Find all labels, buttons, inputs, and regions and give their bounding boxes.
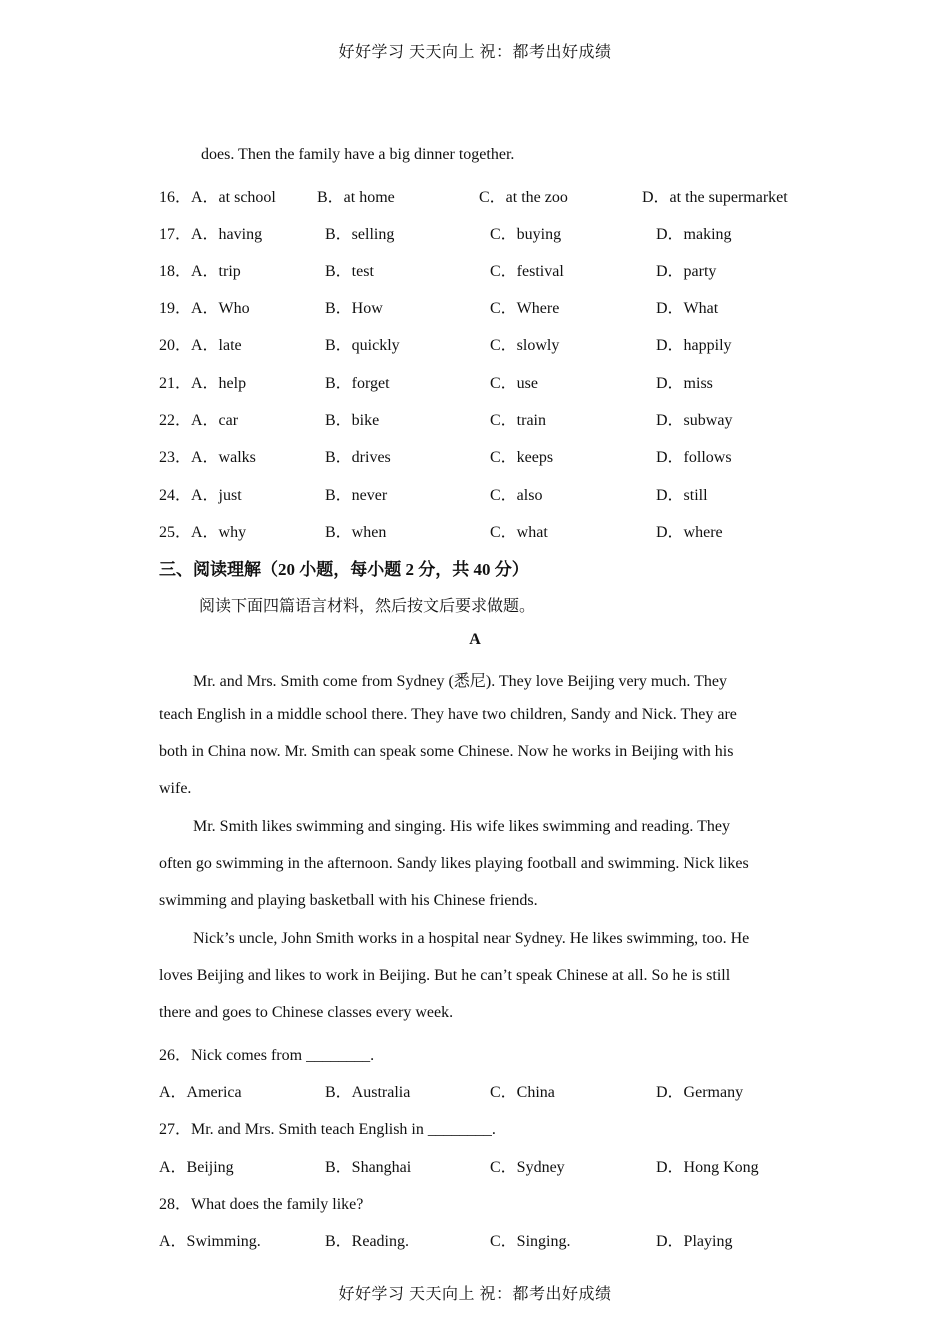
option-d: D．What bbox=[656, 300, 719, 317]
option-c: C．China bbox=[490, 1084, 555, 1101]
passage-line: wife. bbox=[159, 780, 192, 797]
question-options-26 bbox=[159, 1079, 819, 1101]
option-c: C．also bbox=[490, 487, 543, 504]
passage-continuation: does. Then the family have a big dinner together. bbox=[201, 146, 515, 163]
option-c: C．Singing. bbox=[490, 1233, 571, 1250]
passage-line: Mr. and Mrs. Smith come from Sydney (悉尼). They love Beijing very much. They bbox=[193, 673, 728, 690]
cloze-row-22 bbox=[159, 407, 819, 429]
cloze-row-20 bbox=[159, 332, 819, 354]
question-stem-27: 27．Mr. and Mrs. Smith teach English in ________. bbox=[159, 1121, 496, 1138]
passage-line: often go swimming in the afternoon. Sandy likes playing football and swimming. Nick likes bbox=[159, 855, 749, 872]
option-c: C．what bbox=[490, 524, 548, 541]
option-a: A．America bbox=[159, 1084, 242, 1101]
option-d: D．Hong Kong bbox=[656, 1159, 759, 1176]
cloze-row-19 bbox=[159, 295, 819, 317]
passage-line: teach English in a middle school there. They have two children, Sandy and Nick. They are bbox=[159, 706, 737, 723]
option-b: B．when bbox=[325, 524, 387, 541]
option-a: 16．A．at school bbox=[159, 189, 276, 206]
passage-line: swimming and playing basketball with his Chinese friends. bbox=[159, 892, 538, 909]
cloze-row-24 bbox=[159, 482, 819, 504]
option-d: D．Germany bbox=[656, 1084, 744, 1101]
option-d: D．where bbox=[656, 524, 723, 541]
option-c: C．at the zoo bbox=[479, 189, 568, 206]
option-d: D．Playing bbox=[656, 1233, 733, 1250]
option-d: D．party bbox=[656, 263, 717, 280]
option-b: B．How bbox=[325, 300, 383, 317]
option-b: B．bike bbox=[325, 412, 380, 429]
option-d: D．miss bbox=[656, 375, 713, 392]
option-a: 17．A．having bbox=[159, 226, 263, 243]
option-c: C．keeps bbox=[490, 449, 554, 466]
option-b: B．never bbox=[325, 487, 388, 504]
option-d: D．happily bbox=[656, 337, 732, 354]
section-instruction: 阅读下面四篇语言材料，然后按文后要求做题。 bbox=[199, 598, 536, 615]
option-d: D．still bbox=[656, 487, 708, 504]
option-b: B．selling bbox=[325, 226, 395, 243]
option-c: C．train bbox=[490, 412, 546, 429]
passage-line: Nick’s uncle, John Smith works in a hospital near Sydney. He likes swimming, too. He bbox=[193, 930, 750, 947]
option-c: C．Sydney bbox=[490, 1159, 565, 1176]
page-footer: 好好学习 天天向上 祝：都考出好成绩 bbox=[338, 1286, 612, 1303]
option-d: D．at the supermarket bbox=[642, 189, 788, 206]
option-c: C．festival bbox=[490, 263, 564, 280]
passage-line: there and goes to Chinese classes every week. bbox=[159, 1004, 454, 1021]
page-header: 好好学习 天天向上 祝：都考出好成绩 bbox=[338, 44, 612, 61]
option-a: 22．A．car bbox=[159, 412, 239, 429]
cloze-row-21 bbox=[159, 370, 819, 392]
passage-label: A bbox=[469, 631, 481, 648]
option-a: 20．A．late bbox=[159, 337, 242, 354]
option-b: B．quickly bbox=[325, 337, 400, 354]
option-c: C．slowly bbox=[490, 337, 560, 354]
cloze-row-23 bbox=[159, 444, 819, 466]
section-title: 三、阅读理解（20 小题，每小题 2 分，共 40 分） bbox=[159, 560, 529, 579]
cloze-row-16 bbox=[159, 184, 819, 206]
option-b: B．at home bbox=[317, 189, 395, 206]
option-a: A．Swimming. bbox=[159, 1233, 261, 1250]
option-a: 21．A．help bbox=[159, 375, 247, 392]
option-a: 25．A．why bbox=[159, 524, 247, 541]
option-b: B．Shanghai bbox=[325, 1159, 412, 1176]
option-a: 19．A．Who bbox=[159, 300, 250, 317]
question-options-28 bbox=[159, 1228, 819, 1250]
option-c: C．Where bbox=[490, 300, 560, 317]
option-b: B．drives bbox=[325, 449, 391, 466]
option-d: D．follows bbox=[656, 449, 732, 466]
option-a: 18．A．trip bbox=[159, 263, 241, 280]
passage-line: loves Beijing and likes to work in Beijing. But he can’t speak Chinese at all. So he is still bbox=[159, 967, 731, 984]
question-stem-26: 26．Nick comes from ________. bbox=[159, 1047, 375, 1064]
option-b: B．Reading. bbox=[325, 1233, 409, 1250]
cloze-row-18 bbox=[159, 258, 819, 280]
option-b: B．forget bbox=[325, 375, 390, 392]
option-d: D．making bbox=[656, 226, 732, 243]
option-b: B．Australia bbox=[325, 1084, 411, 1101]
option-a: A．Beijing bbox=[159, 1159, 234, 1176]
cloze-row-17 bbox=[159, 221, 819, 243]
question-options-27 bbox=[159, 1154, 819, 1176]
option-b: B．test bbox=[325, 263, 374, 280]
option-c: C．buying bbox=[490, 226, 562, 243]
option-d: D．subway bbox=[656, 412, 733, 429]
option-c: C．use bbox=[490, 375, 539, 392]
option-a: 23．A．walks bbox=[159, 449, 256, 466]
passage-line: both in China now. Mr. Smith can speak some Chinese. Now he works in Beijing with his bbox=[159, 743, 734, 760]
question-stem-28: 28．What does the family like? bbox=[159, 1196, 364, 1213]
passage-line: Mr. Smith likes swimming and singing. His wife likes swimming and reading. They bbox=[193, 818, 731, 835]
cloze-row-25 bbox=[159, 519, 819, 541]
option-a: 24．A．just bbox=[159, 487, 242, 504]
